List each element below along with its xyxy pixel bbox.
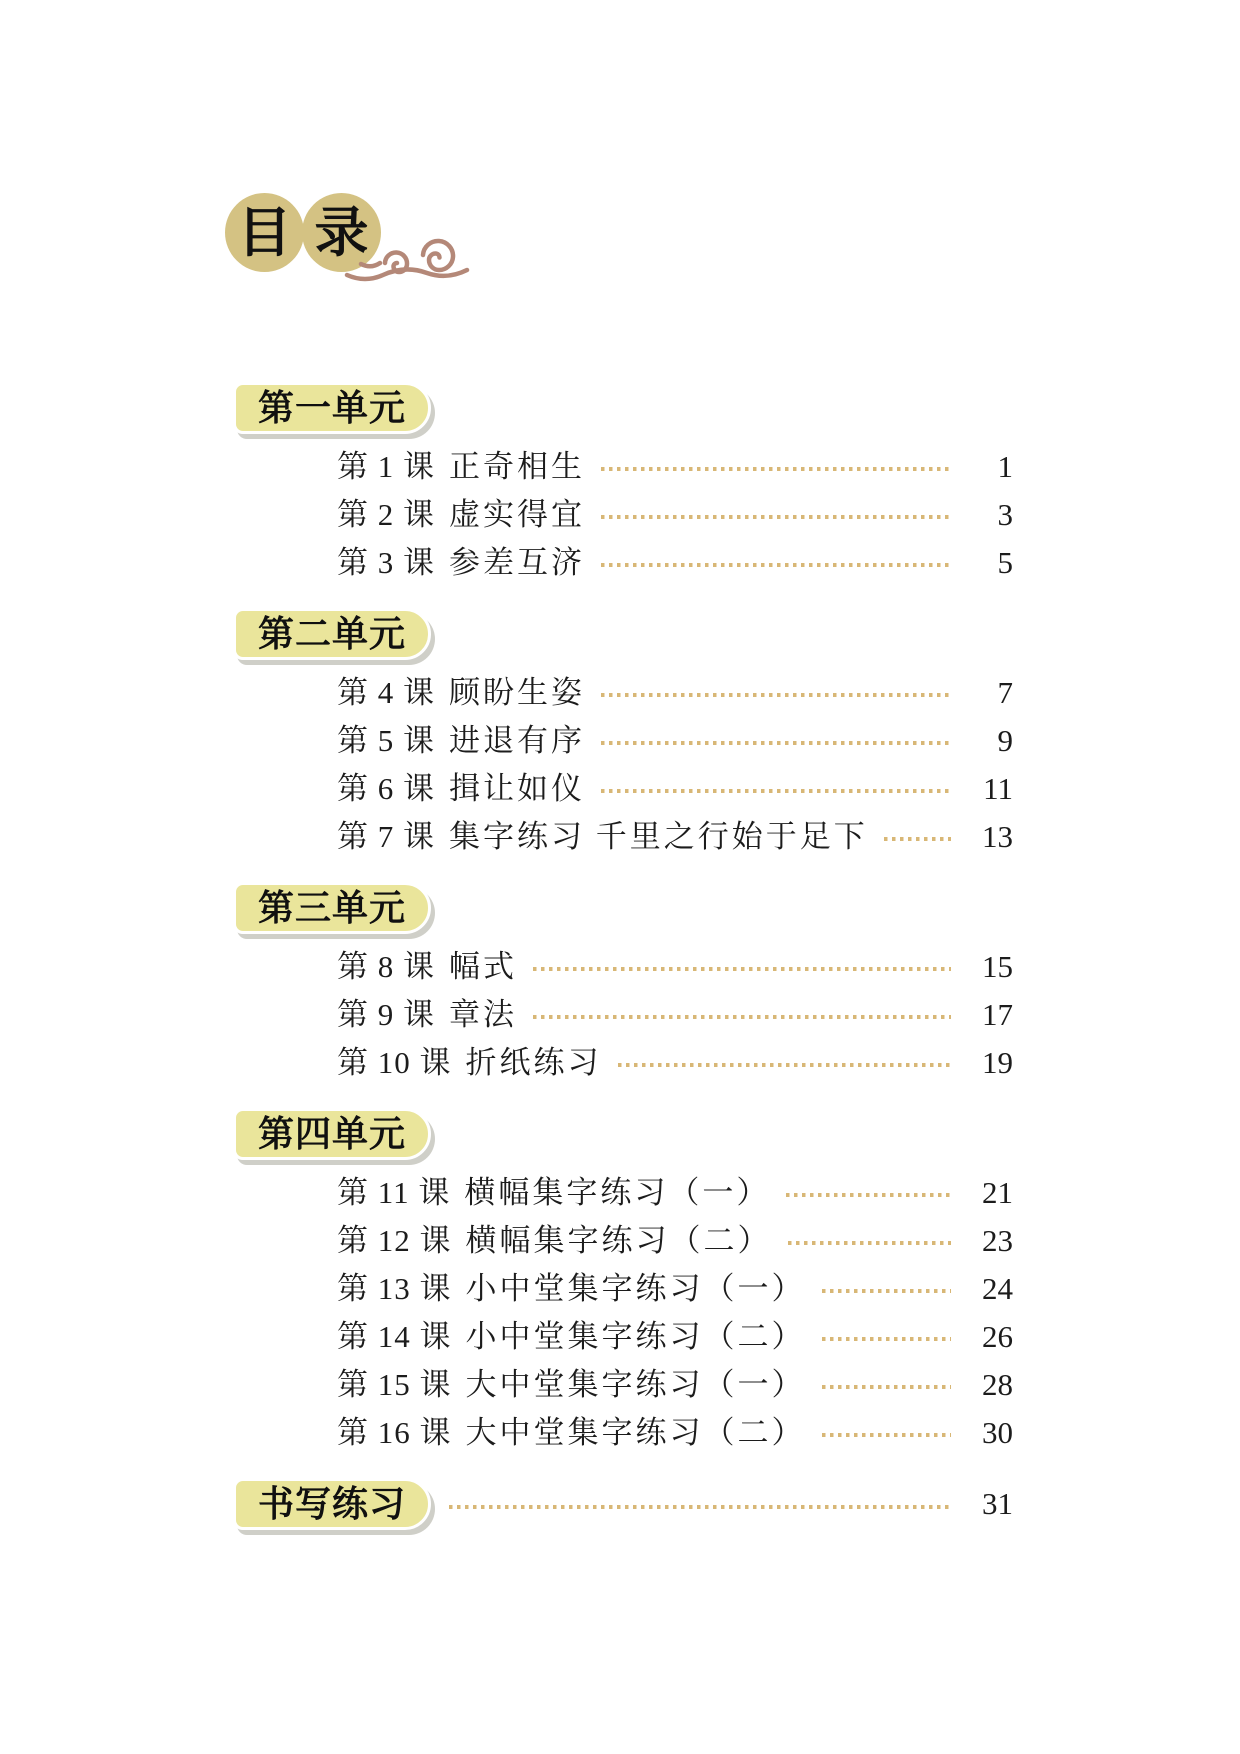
page-number: 3 [997,496,1013,532]
dotted-leader [533,967,951,971]
lesson-number: 第 6 课 [337,770,435,806]
lesson-number: 第 7 课 [337,818,435,854]
lesson-title: 横幅集字练习（一） [464,1174,771,1210]
dotted-leader [601,563,951,567]
toc-entry[interactable] [233,716,1013,764]
title-char: 目 [237,202,292,263]
unit-tab [233,1478,431,1530]
lesson-title: 大中堂集字练习（一） [465,1366,806,1402]
cloud-decoration-icon [343,223,471,283]
page-number: 11 [983,770,1013,806]
lesson-title: 顾盼生姿 [449,674,585,710]
toc-entry[interactable] [233,812,1013,860]
lesson-number: 第 1 课 [337,448,435,484]
lesson-title: 章法 [449,996,517,1032]
toc-entry[interactable] [233,1312,1013,1360]
dotted-leader [618,1063,952,1067]
unit-tab-label: 第一单元 [257,387,406,428]
unit-tab-label: 第二单元 [257,613,406,654]
dotted-leader [822,1385,952,1389]
dotted-leader [822,1289,952,1293]
lesson-number: 第 12 课 [337,1222,452,1258]
dotted-leader [822,1433,952,1437]
toc-entry[interactable] [233,942,1013,990]
lesson-number: 第 14 课 [337,1318,452,1354]
lesson-number: 第 4 课 [337,674,435,710]
toc-entry[interactable] [233,490,1013,538]
page-title [225,193,525,283]
title-char: 录 [314,202,369,263]
title-circle [225,193,304,272]
unit-tab-label: 书写练习 [257,1483,406,1524]
lesson-number: 第 15 课 [337,1366,452,1402]
lesson-title: 进退有序 [449,722,585,758]
page-number: 30 [982,1414,1013,1450]
dotted-leader [822,1337,952,1341]
lesson-title: 揖让如仪 [449,770,585,806]
dotted-leader [884,837,951,841]
toc-entry[interactable] [233,1038,1013,1086]
lesson-number: 第 13 课 [337,1270,452,1306]
lesson-title: 幅式 [449,948,517,984]
page-number: 24 [982,1270,1013,1306]
toc-entry[interactable] [233,1408,1013,1456]
lesson-title: 正奇相生 [449,448,585,484]
lesson-number: 第 2 课 [337,496,435,532]
lesson-title: 参差互济 [449,544,585,580]
lesson-number: 第 11 课 [337,1174,451,1210]
lesson-number: 第 3 课 [337,544,435,580]
dotted-leader [449,1505,951,1509]
lesson-title: 小中堂集字练习（二） [465,1318,806,1354]
page-number: 17 [982,996,1013,1032]
lesson-number: 第 5 课 [337,722,435,758]
dotted-leader [601,515,951,519]
page-number: 1 [997,448,1013,484]
page-number: 31 [982,1486,1013,1521]
toc-entry[interactable] [233,1264,1013,1312]
lesson-number: 第 16 课 [337,1414,452,1450]
toc-tail-entry[interactable] [233,1478,1013,1530]
lesson-title: 大中堂集字练习（二） [465,1414,806,1450]
page-number: 5 [997,544,1013,580]
lesson-title: 小中堂集字练习（一） [465,1270,806,1306]
dotted-leader [601,741,951,745]
dotted-leader [788,1241,952,1245]
toc-entry[interactable] [233,764,1013,812]
dotted-leader [601,789,951,793]
toc-entry[interactable] [233,1168,1013,1216]
dotted-leader [601,693,951,697]
lesson-title: 折纸练习 [465,1044,602,1080]
toc-entry[interactable] [233,990,1013,1038]
page-number: 15 [982,948,1013,984]
page-number: 9 [997,722,1013,758]
dotted-leader [533,1015,951,1019]
page-number: 28 [982,1366,1013,1402]
toc-entry[interactable] [233,538,1013,586]
unit-tab-label: 第三单元 [257,887,406,928]
dotted-leader [601,467,951,471]
unit-tab-label: 第四单元 [257,1113,406,1154]
dotted-leader [786,1193,951,1197]
lesson-title: 虚实得宜 [449,496,585,532]
lesson-title: 集字练习 千里之行始于足下 [449,818,868,854]
unit-tab [233,1108,431,1160]
lesson-number: 第 10 课 [337,1044,452,1080]
page-number: 13 [982,818,1013,854]
page-number: 26 [982,1318,1013,1354]
page-number: 21 [982,1174,1013,1210]
toc-entry[interactable] [233,1216,1013,1264]
lesson-number: 第 9 课 [337,996,435,1032]
page-number: 19 [982,1044,1013,1080]
unit-tab [233,882,431,934]
toc-list [233,382,1013,1530]
unit-tab [233,382,431,434]
unit-tab [233,608,431,660]
toc-entry[interactable] [233,442,1013,490]
page-number: 23 [982,1222,1013,1258]
lesson-title: 横幅集字练习（二） [465,1222,772,1258]
lesson-number: 第 8 课 [337,948,435,984]
page-number: 7 [997,674,1013,710]
toc-entry[interactable] [233,1360,1013,1408]
toc-entry[interactable] [233,668,1013,716]
